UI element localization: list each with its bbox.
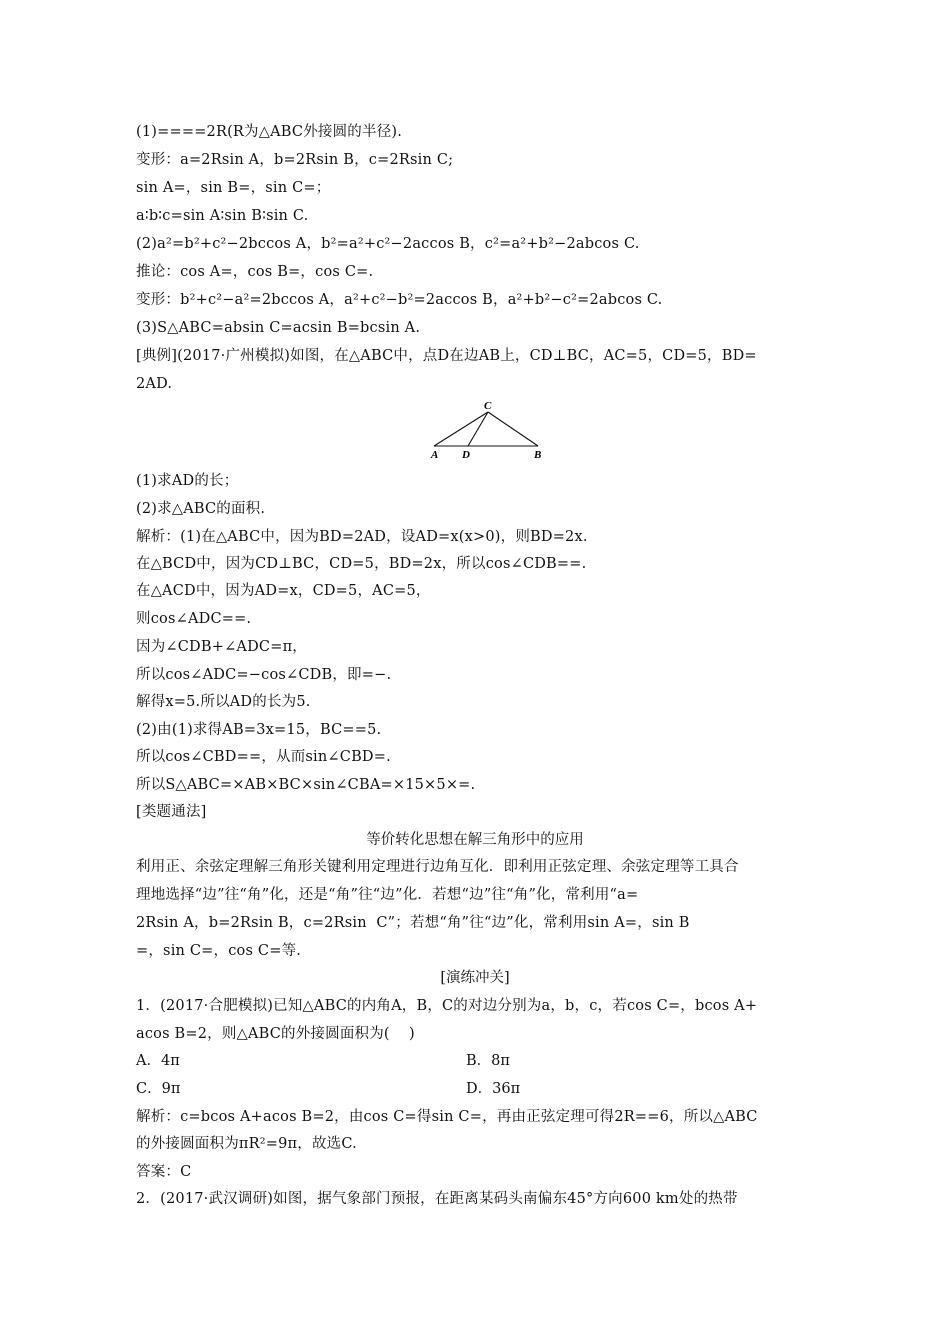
option-b: B．8π: [466, 1053, 510, 1069]
question-line: 1．(2017·合肥模拟)已知△ABC的内角A，B，C的对边分别为a，b，c，若cos C=，bcos A+: [136, 998, 758, 1014]
analysis-line: 的外接圆面积为πR²=9π，故选C.: [136, 1136, 357, 1152]
answer-line: 答案：C: [136, 1164, 192, 1180]
method-line: 理地选择“边”往“角”化，还是“角”往“边”化．若想“边”往“角”化，常利用“a=: [136, 887, 639, 903]
option-c: C．9π: [136, 1081, 181, 1097]
text-line: 变形：b²+c²−a²=2bccos A，a²+c²−b²=2accos B，a²+b²−c²=2abcos C.: [136, 292, 663, 308]
text-line: 因为∠CDB+∠ADC=π，: [136, 639, 307, 655]
segment-cd: [468, 412, 488, 446]
triangle-figure: [426, 398, 550, 464]
text-line: (1)====2R(R为△ABC外接圆的半径).: [136, 124, 403, 140]
analysis-line: 解析：c=bcos A+acos B=2，由cos C=得sin C=，再由正弦定理可得2R==6，所以△ABC: [136, 1109, 758, 1125]
text-line: 变形：a=2Rsin A，b=2Rsin B，c=2Rsin C;: [136, 152, 454, 168]
side-ac: [434, 412, 488, 446]
text-line: 在△BCD中，因为CD⊥BC，CD=5，BD=2x，所以cos∠CDB==.: [136, 556, 587, 572]
side-cb: [488, 412, 538, 446]
label-c: C: [484, 400, 492, 412]
text-line: 所以cos∠CBD==，从而sin∠CBD=.: [136, 749, 391, 765]
text-line: 所以cos∠ADC=−cos∠CDB，即=−.: [136, 667, 392, 683]
text-line: (2)求△ABC的面积.: [136, 501, 266, 517]
method-line: 2Rsin A，b=2Rsin B，c=2Rsin C”；若想“角”往“边”化，常利用sin A=，sin B: [136, 915, 690, 931]
text-line: 2AD.: [136, 376, 173, 392]
practice-title: [演练冲关]: [440, 970, 510, 986]
text-line: (3)S△ABC=absin C=acsin B=bcsin A.: [136, 320, 421, 336]
label-d: D: [462, 449, 470, 461]
text-line: 在△ACD中，因为AD=x，CD=5，AC=5，: [136, 583, 431, 599]
method-title: 等价转化思想在解三角形中的应用: [366, 832, 584, 848]
label-a: A: [431, 449, 439, 461]
text-line: (2)由(1)求得AB=3x=15，BC==5.: [136, 722, 382, 738]
text-line: (1)求AD的长；: [136, 473, 239, 489]
method-line: =，sin C=，cos C=等.: [136, 943, 302, 959]
triangle-diagram: [426, 398, 550, 464]
text-line: 所以S△ABC=×AB×BC×sin∠CBA=×15×5×=.: [136, 777, 476, 793]
text-line: [典例](2017·广州模拟)如图，在△ABC中，点D在边AB上，CD⊥BC，AC=5，CD=5，BD=: [136, 348, 757, 364]
text-line: [类题通法]: [136, 804, 207, 820]
text-line: a∶b∶c=sin A∶sin B∶sin C.: [136, 208, 309, 224]
text-line: 推论：cos A=，cos B=，cos C=.: [136, 264, 374, 280]
text-line: 解得x=5.所以AD的长为5.: [136, 694, 311, 710]
option-d: D．36π: [466, 1081, 521, 1097]
text-line: 解析：(1)在△ABC中，因为BD=2AD，设AD=x(x>0)，则BD=2x.: [136, 529, 588, 545]
question-line: 2．(2017·武汉调研)如图，据气象部门预报，在距离某码头南偏东45°方向600 km处的热带: [136, 1191, 738, 1207]
question-line: acos B=2，则△ABC的外接圆面积为( ): [136, 1026, 415, 1042]
text-line: (2)a²=b²+c²−2bccos A，b²=a²+c²−2accos B，c²=a²+b²−2abcos C.: [136, 236, 640, 252]
option-a: A．4π: [136, 1053, 180, 1069]
text-line: sin A=，sin B=，sin C=；: [136, 180, 331, 196]
method-line: 利用正、余弦定理解三角形关键利用定理进行边角互化．即利用正弦定理、余弦定理等工具合: [136, 859, 739, 875]
text-line: 则cos∠ADC==.: [136, 611, 252, 627]
label-b: B: [534, 449, 542, 461]
